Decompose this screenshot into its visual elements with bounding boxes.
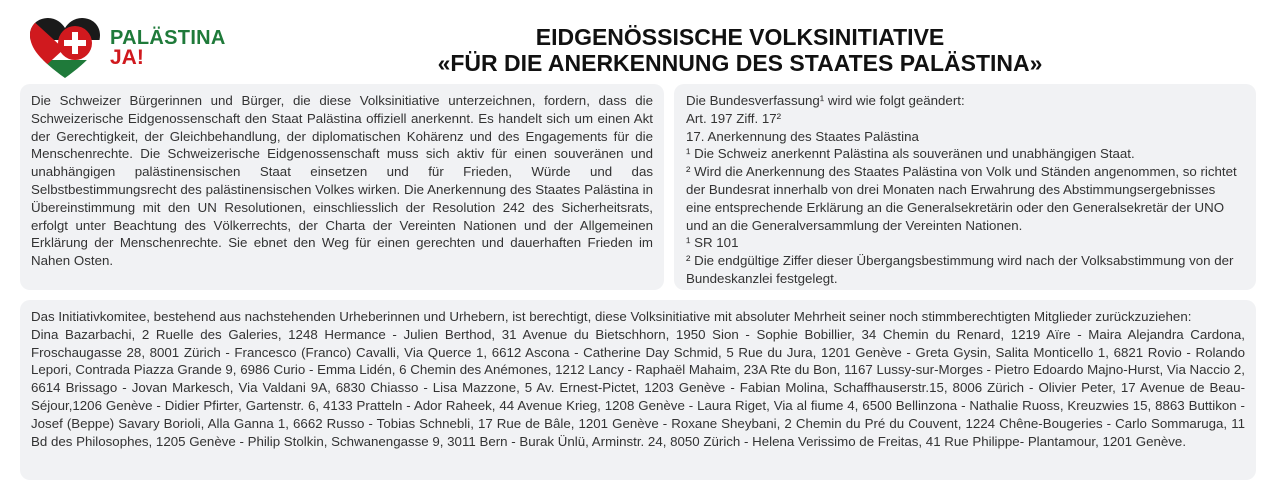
amendment-footnote-1: ¹ SR 101	[686, 235, 739, 251]
logo-line-2: JA!	[110, 46, 144, 69]
constitution-amendment-box	[674, 84, 1256, 290]
initiative-intro-box	[20, 84, 664, 290]
committee-intro: Das Initiativkomitee, bestehend aus nachstehenden Urheberinnen und Urhebern, ist berechtigt, diese Volksinitiative mit absoluter Mehrheit seiner noch stimmberechtigten Mitglieder zurückzuziehen:	[31, 309, 1192, 324]
heart-flag-icon	[30, 18, 100, 80]
amendment-intro: Die Bundesverfassung¹ wird wie folgt geändert:	[686, 93, 965, 108]
logo-wordmark	[110, 28, 226, 68]
title-line-1: EIDGENÖSSISCHE VOLKSINITIATIVE	[535, 24, 945, 50]
logo-line-1: PALÄSTINA	[110, 27, 226, 49]
initiative-committee-box	[20, 300, 1256, 480]
amendment-heading: 17. Anerkennung des Staates Palästina	[686, 128, 919, 144]
title-line-2: «FÜR DIE ANERKENNUNG DES STAATES PALÄSTINA»	[437, 50, 1043, 76]
amendment-paragraph-2: ² Wird die Anerkennung des Staates Palästina von Volk und Ständen angenommen, so richtet der Bundesrat innerhalb von drei Monaten nach Erwahrung des Abstimmungsergebnisses eine entsprechende Erklärung an die Generalsekretärin oder den Generalsekretär der UNO und an die Generalversammlung der Vereinten Nationen.	[686, 164, 1237, 233]
initiative-intro-text: Die Schweizer Bürgerinnen und Bürger, die diese Volksinitiative unterzeichnen, fordern, dass die Schweizerische Eidgenossenschaft den Staat Palästina offiziell anerkennt. Es handelt sich um einen Akt der Gerechtigkeit, der Gleichbehandlung, der diplomatischen Kohärenz und des Engagements für die Menschenrechte. Die Schweizerische Eidgenossenschaft muss sich aktiv für einen souveränen und unabhängigen palästinensischen Staat einsetzen und für Frieden, Würde und das Selbstbestimmungsrecht des palästinensischen Volkes wirken. Die Anerkennung des Staates Palästina in Übereinstimmung mit den UN Resolutionen, einschliesslich der Resolution 242 des Sicherheitsrats, erfolgt unter Beachtung des Völkerrechts, der Charta der Vereinten Nationen und der Allgemeinen Erklärung der Menschenrechte. Sie ebnet den Weg für einen gerechten und dauerhaften Frieden im Nahen Osten.	[31, 93, 653, 269]
amendment-paragraph-1: ¹ Die Schweiz anerkennt Palästina als souveränen und unabhängigen Staat.	[686, 146, 1135, 162]
amendment-footnote-2: ² Die endgültige Ziffer dieser Übergangsbestimmung wird nach der Volksabstimmung von der Bundeskanzlei festgelegt.	[686, 253, 1234, 286]
committee-members: Dina Bazarbachi, 2 Ruelle des Galeries, 1248 Hermance - Julien Berthod, 31 Avenue du Bietschhorn, 1950 Sion - Sophie Bobillier, 34 Chemin du Renard, 1219 Aïre - Maira Alejandra Cardona, Froschaugasse 28, 8001 Zürich - Francesco (Franco) Cavalli, Via Querce 1, 6612 Ascona - Catherine Day Schmid, 5 Rue du Jura, 1201 Genève - Greta Gysin, Salita Monticello 1, 6821 Rovio - Rolando Lepori, Contrada Piazza Grande 9, 6986 Curio - Emma Lidén, 6 Chemin des Anémones, 1212 Lancy - Raphaël Mahaim, 23A Rte du Bon, 1167 Lussy-sur-Morges - Pietro Edoardo Majno-Hurst, Via Naccio 2, 6614 Brissago - Jovan Markesch, Via Valdani 9A, 6830 Chiasso - Lisa Mazzone, 5 Av. Ernest-Pictet, 1203 Genève - Fabian Molina, Schaffhauserstr.15, 8006 Zürich - Olivier Peter, 17 Avenue de Beau-Séjour,1206 Genève - Didier Pfirter, Gartenstr. 6, 4133 Pratteln - Ador Raheek, 44 Avenue Krieg, 1208 Genève - Laura Riget, Via al fiume 4, 6500 Bellinzona - Nathalie Ruoss, Kreuzwies 15, 8863 Buttikon - Josef (Beppe) Savary Borioli, Alla Ganna 1, 6662 Russo - Tobias Schnebli, 17 Rue de Bâle, 1201 Genève - Roxane Sheybani, 2 Chemin du Pré du Couvent, 1224 Chêne-Bougeries - Carlo Sommaruga, 11 Bd des Philosophes, 1205 Genève - Philip Stolkin, Schwanengasse 9, 3011 Bern - Burak Ünlü, Arminstr. 24, 8050 Zürich - Helena Verissimo de Freitas, 41 Rue Philippe- Plantamour, 1201 Genève.	[31, 326, 1245, 449]
palaestina-ja-logo	[30, 18, 240, 80]
amendment-article: Art. 197 Ziff. 17²	[686, 110, 782, 126]
page-title	[250, 24, 1230, 76]
